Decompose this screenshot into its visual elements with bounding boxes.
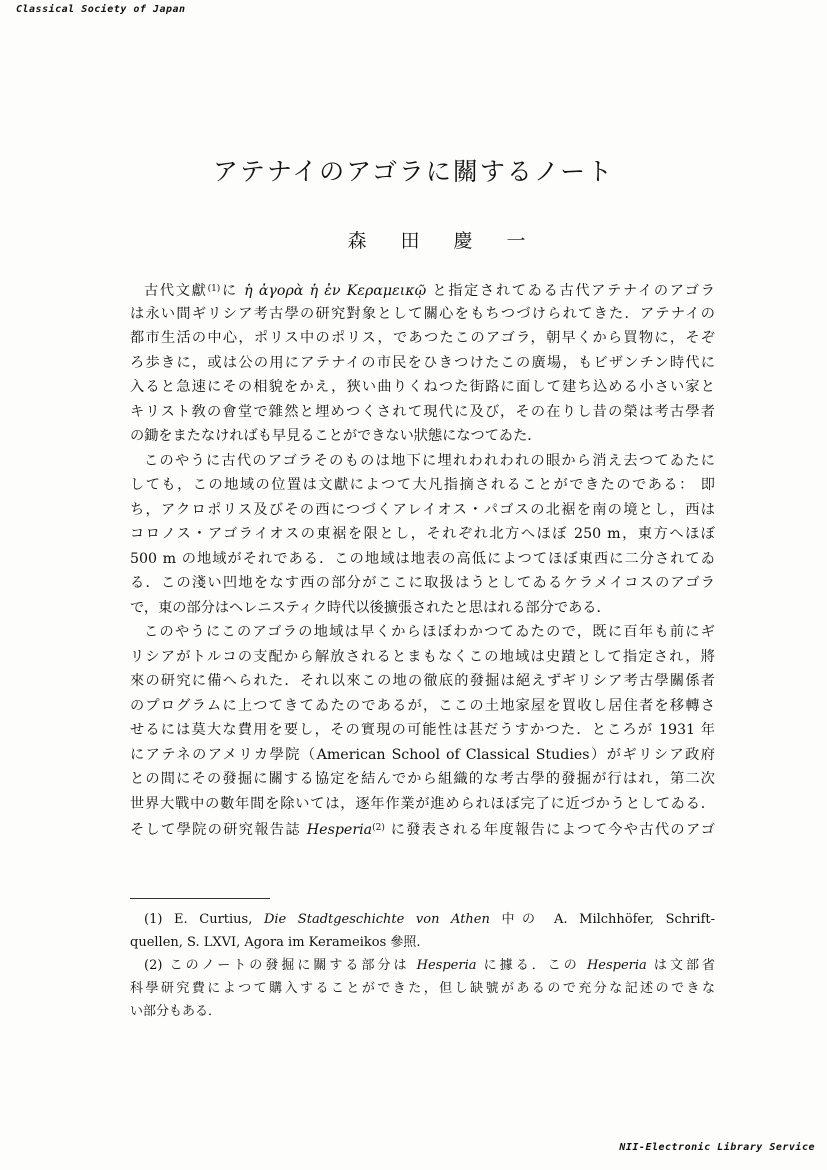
body-line: せるには莫大な費用を要し，その實現の可能性は甚だうすかつた．ところが 1931 年 (130, 722, 715, 738)
text-span: 古代文獻 (144, 283, 208, 299)
footnote-line: 科學研究費によつて購入することができた，但し缺號があるので充分な記述のできな (130, 981, 715, 996)
text-span: に (220, 283, 245, 299)
footnote-1 (130, 908, 715, 931)
article-title: アテナイのアゴラに關するノート (212, 157, 615, 186)
greek-phrase: ἡ ἀγορὰ ἡ ἐν Κεραμεικῷ (244, 283, 427, 299)
footnote-divider (130, 898, 270, 899)
footnote-ref[interactable]: (2) (372, 823, 385, 833)
body-line: 500 m の地域がそれである．この地域は地表の高低によつてほぼ東西に二分されてゐ (130, 550, 715, 567)
text-span: このノートの發掘に關する部分は (162, 958, 417, 973)
body-line: 都市生活の中心，ポリス中のポリス，であつたこのアゴラ，朝早くから買物に，そぞ (130, 330, 715, 346)
body-line: しても，この地域の位置は文獻によつて大凡指摘されることができたのである： 即 (130, 477, 715, 493)
text-span: E. Curtius, (162, 912, 264, 927)
article-author: 森 田 慶 一 (347, 230, 540, 252)
journal-name: Hesperia (416, 958, 477, 973)
text-span: は文部省 (646, 958, 715, 973)
body-line: との間にその發掘に關する協定を結んでから組織的な考古學的發掘が行はれ，第二次 (130, 771, 715, 787)
body-line: 入ると急速にその相貌をかえ，狹い曲りくねつた街路に面して建ち込める小さい家と (130, 379, 715, 395)
body-line: にアテネのアメリカ學院（American School of Classical Studies）がギリシア政府 (130, 746, 715, 763)
body-line: キリスト敎の會堂で雜然と埋めつくされて現代に及び，その在りし昔の榮は考古學者 (130, 403, 715, 420)
cited-title: Die Stadtgeschichte von Athen (263, 912, 490, 927)
body-line: このやうに古代のアゴラそのものは地下に埋れわれわれの眼から消え去つてゐたに (144, 452, 715, 469)
footnote-number: (1) (144, 912, 163, 927)
journal-name: Hesperia (306, 822, 373, 838)
article-body (130, 277, 715, 841)
text-span: そして學院の研究報告誌 (130, 822, 307, 838)
body-line: リシアがトルコの支配から解放されるとまもなくこの地域は史蹟として指定され，將 (130, 648, 715, 665)
body-line: の鋤をまたなければも早見ることができない狀態になつてゐた． (130, 428, 542, 444)
body-line: 來の研究に備へられた．それ以來この地の徹底的發掘は絕えずギリシア考古學關係者 (130, 673, 715, 689)
body-line (130, 816, 715, 841)
footnote-ref[interactable]: (1) (207, 284, 221, 294)
body-line: る．この淺い凹地をなす西の部分がここに取扱はうとしてゐるケラメイコスのアゴラ (130, 575, 715, 591)
body-line: のプログラムに上つてきてゐたのであるが，ここの土地家屋を買收し居住者を移轉さ (130, 697, 715, 714)
footnotes (130, 908, 715, 1023)
journal-header-label: Classical Society of Japan (16, 4, 186, 15)
body-line: このやうにこのアゴラの地域は早くからほぼわかつてゐたので，既に百年も前にギ (144, 624, 715, 640)
footnote-line: い部分もある． (130, 1004, 222, 1019)
body-line: で，東の部分はヘレニスティク時代以後擴張されたと思はれる部分である． (130, 599, 611, 616)
text-span: に發表される年度報告によつて今や古代のアゴ (384, 822, 715, 838)
body-line: ち，アクロポリス及びその西につづくアレイオス・パゴスの北裾を南の境とし，西は (130, 501, 715, 518)
body-line (130, 277, 715, 302)
text-span: 中の A. Milchhöfer, Schrift- (489, 912, 715, 927)
body-line: ろ歩きに，或は公の用にアテナイの市民をひきつけたこの廣場，もビザンチン時代に (130, 354, 715, 371)
body-line: は永い間ギリシア考古學の研究對象として關心をもちつづけられてきた．アテナイの (130, 305, 715, 322)
footnote-number: (2) (144, 958, 163, 973)
text-span: と指定されてゐる古代アテナイのアゴラ (426, 283, 715, 299)
text-span: に據る．この (476, 958, 587, 973)
journal-name: Hesperia (586, 958, 647, 973)
footnote-line: quellen, S. LXVI, Agora im Kerameikos 參照. (130, 935, 421, 950)
library-footer-label: NII-Electronic Library Service (619, 1142, 815, 1153)
footnote-2 (130, 954, 715, 977)
body-line: コロノス・アゴライオスの東裾を限とし，それぞれ北方へほぼ 250 m，東方へほぼ (130, 526, 715, 542)
body-line: 世界大戰中の數年間を除いては，逐年作業が進められほぼ完了に近づかうとしてゐる． (130, 795, 715, 812)
